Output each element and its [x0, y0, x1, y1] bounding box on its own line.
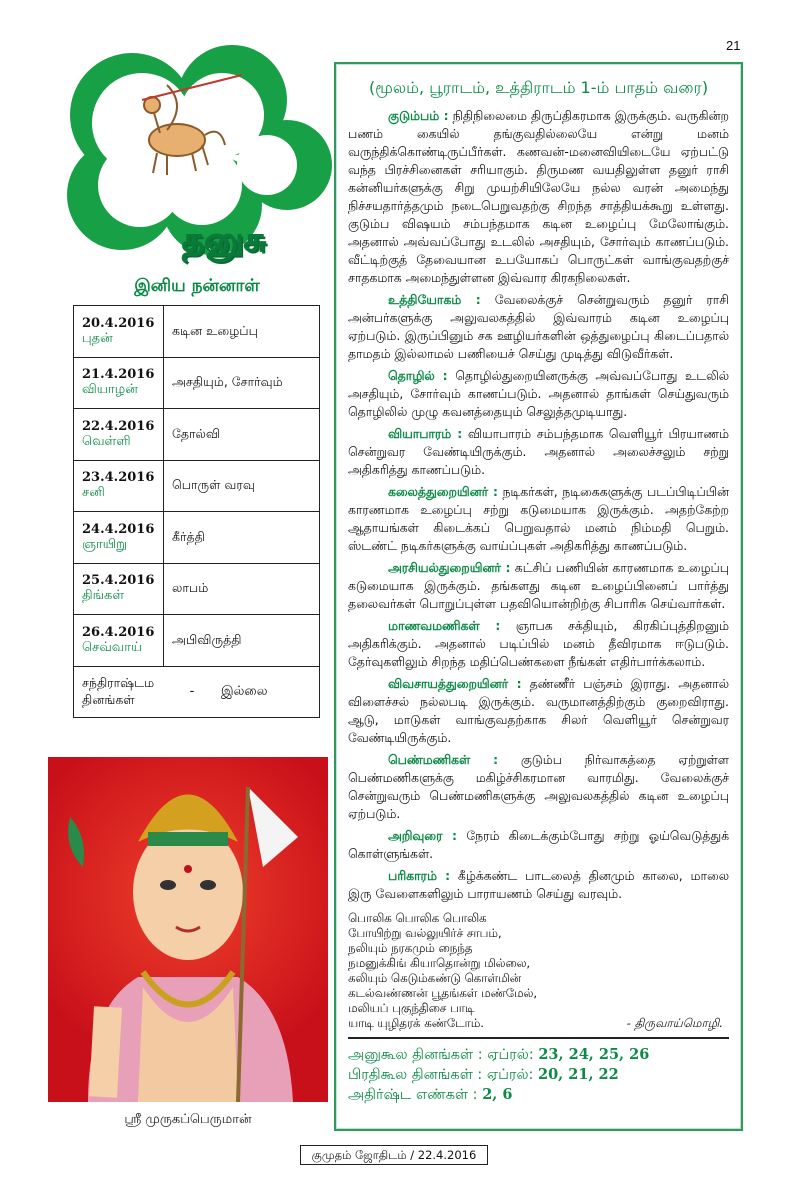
- day-row: [74, 512, 320, 564]
- section-heading: கலைத்துறையினர் :: [388, 484, 498, 499]
- section-paragraph: [348, 827, 729, 863]
- day-date: 25.4.2016: [82, 573, 155, 589]
- favorable-days: [348, 1045, 729, 1065]
- section-paragraph: [348, 107, 729, 287]
- section-text: கட்சிப் பணியின் காரணமாக உழைப்பு கடுமையாக இருக்கும். தங்களது கடின உழைப்பினைப் பார்த்து தலைவர்கள் பொறுப்புள்ள பதவியொன்றிற்கு சிபாரிசு செய்வார்கள்.: [348, 560, 729, 611]
- day-cell: [74, 512, 164, 564]
- day-date: 20.4.2016: [82, 315, 155, 331]
- section-text: நேரம் கிடைக்கும்போது சற்று ஓய்வெடுத்துக் கொள்ளுங்கள்.: [348, 828, 729, 861]
- section-paragraph: [348, 425, 729, 479]
- day-weekday: சனி: [82, 485, 105, 501]
- page-number: 21: [726, 38, 741, 53]
- day-date: 21.4.2016: [82, 367, 155, 383]
- chandrashtama-label: சந்திராஷ்டம தினங்கள்: [82, 674, 155, 707]
- day-result: தோல்வி: [164, 409, 320, 461]
- section-text: கீழ்க்கண்ட பாடலைத் தினமும் காலை, மாலை இரு வேளைகளிலும் பாராயணம் செய்து வரவும்.: [348, 868, 729, 901]
- day-result: அசதியும், சோர்வும்: [164, 357, 320, 409]
- section-heading: உத்தியோகம் :: [388, 292, 481, 307]
- sign-logo: [62, 45, 332, 260]
- section-paragraph: [348, 867, 729, 903]
- photo-caption: ஸ்ரீ முருகப்பெருமான்: [124, 1112, 252, 1127]
- poem-line: நமனுக்கிங் கியாதொன்று மில்லை,: [348, 956, 531, 970]
- section-heading: பெண்மணிகள் :: [388, 752, 499, 767]
- section-text: குடும்ப நிர்வாகத்தை ஏற்றுள்ள பெண்மணிகளுக்கு மகிழ்ச்சிகரமான வாரமிது. வேலைக்குச் சென்றுவரும் பெண்மணிகளுக்கு அலுவலகத்தில் கடின உழைப்பு ஏற்படும்.: [348, 752, 729, 821]
- stars-subtitle: (மூலம், பூராடம், உத்திராடம் 1-ம் பாதம் வரை): [368, 78, 709, 97]
- unfavorable-value: 20, 21, 22: [538, 1066, 619, 1083]
- poem-line: கலியும் கெடும்கண்டு கொள்மின்: [348, 971, 522, 985]
- poem-line: நலியும் நரகமும் நைந்த: [348, 941, 473, 955]
- numbers-value: 2, 6: [482, 1086, 513, 1103]
- section-text: வேலைக்குச் சென்றுவரும் தனுர் ராசி அன்பர்களுக்கு அலுவலகத்தில் இவ்வாரம் கடின உழைப்பு ஏற்படும். இருப்பினும் சக ஊழியர்களின் ஒத்துழைப்பு கிடைப்பதால் தாமதம் இல்லாமல் பணியைச் செய்து முடித்து விடுவீர்கள்.: [348, 292, 729, 361]
- day-date: 23.4.2016: [82, 470, 155, 486]
- horoscope-box: [334, 62, 743, 1131]
- section-heading: வியாபாரம் :: [388, 426, 463, 441]
- poem-line: போயிற்று வல்லுயிர்ச் சாபம்,: [348, 926, 502, 940]
- day-row: [74, 615, 320, 667]
- day-cell: [74, 357, 164, 409]
- favorable-value: 23, 24, 25, 26: [538, 1046, 650, 1063]
- murugan-photo: [48, 757, 328, 1102]
- day-weekday: திங்கள்: [82, 588, 125, 604]
- chandrashtama-value: இல்லை: [221, 683, 268, 699]
- section-heading: பரிகாரம் :: [388, 868, 451, 883]
- divider: [348, 1037, 729, 1039]
- section-heading: தொழில் :: [388, 368, 448, 383]
- day-result: கடின உழைப்பு: [164, 306, 320, 358]
- day-row: [74, 409, 320, 461]
- day-result: அபிவிருத்தி: [164, 615, 320, 667]
- day-weekday: ஞாயிறு: [82, 536, 127, 552]
- day-cell: [74, 615, 164, 667]
- numbers-label: அதிர்ஷ்ட எண்கள் :: [348, 1087, 478, 1103]
- section-text: ஞாபக சக்தியும், கிரகிப்புத்திறனும் அதிகரிக்கும். அதனால் படிப்பில் மனம் தீவிரமாக ஈடுபடும். தேர்வுகளிலும் சிறந்த மதிப்பெண்களை நீங்கள் எதிர்பார்க்கலாம்.: [348, 618, 729, 669]
- footer-issue: குமுதம் ஜோதிடம் / 22.4.2016: [300, 1145, 488, 1165]
- day-date: 22.4.2016: [82, 418, 155, 434]
- section-text: தண்ணீர் பஞ்சம் இராது. அதனால் விளைச்சல் நல்லபடி இருக்கும். வருமானத்திற்கும் குறைவிராது. ஆடு, மாடுகள் வாங்குவதற்காக சிலர் வெளியூர் சென்றுவர வேண்டியிருக்கும்.: [348, 676, 729, 745]
- section-paragraph: [348, 675, 729, 747]
- poem-line: மலியப் புகுந்திசை பாடி: [348, 1001, 475, 1015]
- section-paragraph: [348, 367, 729, 421]
- day-row: [74, 460, 320, 512]
- day-weekday: புதன்: [82, 330, 113, 346]
- lucky-info: [348, 1045, 729, 1105]
- section-heading: குடும்பம் :: [388, 108, 449, 123]
- section-text: வியாபாரம் சம்பந்தமாக வெளியூர் பிரயாணம் சென்றுவர வேண்டியிருக்கும். அதனால் அலைச்சலும் சற்று அதிகரித்து காணப்படும்.: [348, 426, 729, 477]
- poem: [348, 911, 729, 1031]
- day-row: [74, 563, 320, 615]
- day-weekday: வெள்ளி: [82, 433, 131, 449]
- section-paragraph: [348, 483, 729, 555]
- poem-line: பொலிக பொலிக பொலிக: [348, 911, 487, 925]
- favorable-label: அனுகூல தினங்கள் : ஏப்ரல்:: [348, 1047, 534, 1063]
- section-heading: அரசியல்துறையினர் :: [388, 560, 511, 575]
- section-text: தொழில்துறையினருக்கு அவ்வப்போது உடலில் அசதியும், சோர்வும் காணப்படும். அதனால் தாங்கள் செய்துவரும் தொழிலில் முழு கவனத்தையும் செலுத்தமுடியாது.: [348, 368, 729, 419]
- poem-line: யாடி யுழிதரக் கண்டோம்.: [348, 1016, 484, 1030]
- day-result: கீர்த்தி: [164, 512, 320, 564]
- day-cell: [74, 460, 164, 512]
- day-weekday: வியாழன்: [82, 382, 138, 398]
- day-cell: [74, 409, 164, 461]
- chandrashtama-row: [74, 666, 320, 718]
- chandrashtama-dash: -: [189, 684, 195, 700]
- unfavorable-days: [348, 1065, 729, 1085]
- good-days-table: [73, 305, 320, 718]
- day-result: பொருள் வரவு: [164, 460, 320, 512]
- poem-source: - திருவாய்மொழி.: [626, 1016, 723, 1030]
- sections: [348, 107, 729, 903]
- section-paragraph: [348, 751, 729, 823]
- day-weekday: செவ்வாய்: [82, 639, 143, 655]
- day-row: [74, 357, 320, 409]
- section-paragraph: [348, 559, 729, 613]
- section-paragraph: [348, 617, 729, 671]
- section-paragraph: [348, 291, 729, 363]
- poem-line: கடல்வண்ணன் பூதங்கள் மண்மேல்,: [348, 986, 538, 1000]
- day-cell: [74, 563, 164, 615]
- section-heading: அறிவுரை :: [388, 828, 458, 843]
- unfavorable-label: பிரதிகூல தினங்கள் : ஏப்ரல்:: [348, 1067, 534, 1083]
- section-text: நிதிநிலைமை திருப்திகரமாக இருக்கும். வருகின்ற பணம் கையில் தங்குவதில்லையே என்று மனம் வருந்திக்கொண்டிருப்பீர்கள். கணவன்-மனைவியிடையே ஏற்பட்டு வந்த பிரச்சினைகள் சரியாகும். திருமண வயதிலுள்ள தனுர் ராசி கன்னியர்களுக்கு சிறு முயற்சியிலேயே நல்ல வரன் அமைந்து நிச்சயதார்த்தமும் நடைபெறுவதற்கு சிறந்த சாத்தியக்கூறு உள்ளது. குடும்ப விஷயம் சம்பந்தமாக கடின உழைப்பு மேலோங்கும். அதனால் அவ்வப்போது உடலில் அசதியும், சோர்வும் காணப்படும். வீட்டிற்குத் தேவையான உபயோகப் பொருட்கள் வாங்குவதற்குச் சாதகமாக அமைந்துள்ளன இவ்வார கிரகநிலைகள்.: [348, 108, 729, 285]
- day-date: 26.4.2016: [82, 624, 155, 640]
- day-row: [74, 306, 320, 358]
- section-text: நடிகர்கள், நடிகைகளுக்கு படப்பிடிப்பின் காரணமாக உழைப்பு சற்று கடுமையாக இருக்கும். அதற்கேற்ற ஆதாயங்கள் கிடைக்கப் பெறுவதால் மனம் நிம்மதி பெறும். ஸ்டண்ட் நடிகர்களுக்கு வாய்ப்புகள் அதிகரித்து காணப்படும்.: [348, 484, 729, 553]
- deity-illustration-icon: [48, 757, 328, 1102]
- day-date: 24.4.2016: [82, 521, 155, 537]
- section-heading: மாணவமணிகள் :: [388, 618, 501, 633]
- sign-name: தனுசு: [182, 220, 266, 260]
- day-cell: [74, 306, 164, 358]
- good-days-title: இனிய நன்னாள்: [134, 276, 260, 296]
- day-result: லாபம்: [164, 563, 320, 615]
- section-heading: விவசாயத்துறையினர் :: [388, 676, 522, 691]
- lucky-numbers: [348, 1085, 729, 1105]
